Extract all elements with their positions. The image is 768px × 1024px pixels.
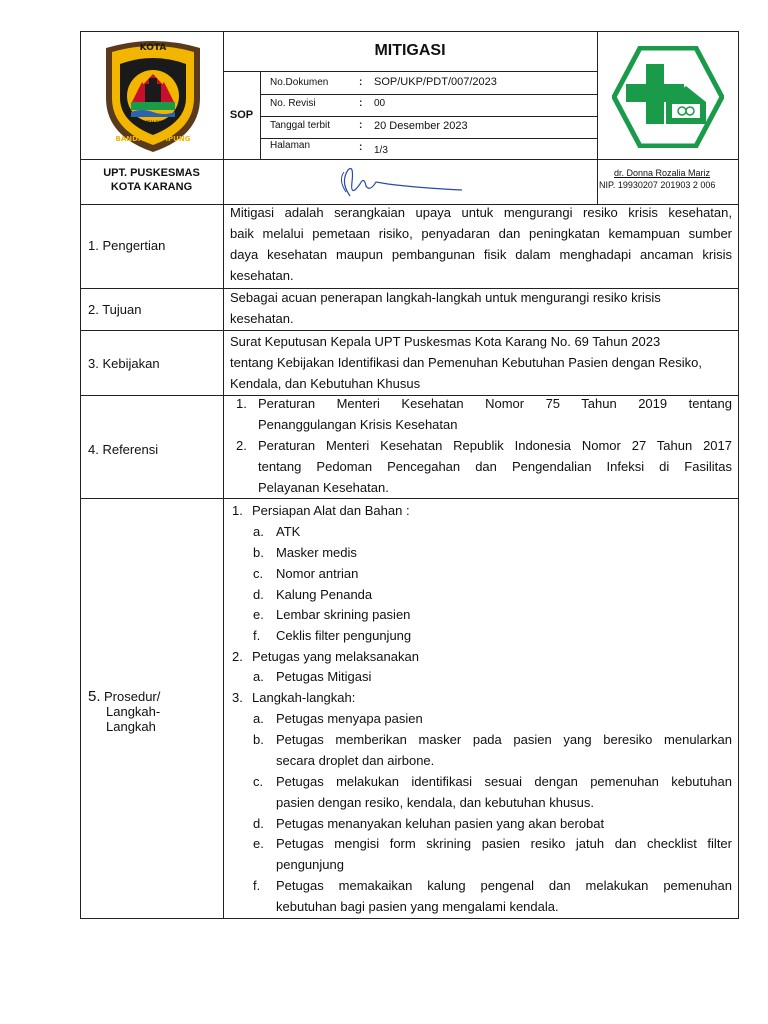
list-title: Persiapan Alat dan Bahan : bbox=[252, 503, 410, 518]
list-item: Petugas memberikan masker pada pasien yang beresiko menularkan bbox=[276, 732, 732, 747]
doc-info-sep: : bbox=[359, 77, 363, 88]
list-item: Petugas menanyakan keluhan pasien yang akan berobat bbox=[276, 816, 605, 831]
list-item: pengunjung bbox=[276, 857, 344, 872]
list-num: 2. bbox=[232, 649, 243, 664]
svg-text:RAGEM GAWI: RAGEM GAWI bbox=[139, 120, 167, 125]
section-label-kebijakan: 3. Kebijakan bbox=[88, 356, 160, 371]
text-line: Kendala, dan Kebutuhan Khusus bbox=[230, 376, 421, 391]
org-name-line1: UPT. PUSKESMAS bbox=[103, 167, 200, 179]
prosedur-num: 5. bbox=[88, 688, 101, 705]
prosedur-label: Langkah- bbox=[106, 704, 161, 719]
section-label-referensi: 4. Referensi bbox=[88, 442, 159, 457]
text-line: Penanggulangan Krisis Kesehatan bbox=[258, 417, 458, 432]
text-line: tentang Kebijakan Identifikasi dan Pemenuhan Kebutuhan Pasien dengan Resiko, bbox=[230, 355, 702, 370]
list-letter: b. bbox=[253, 545, 264, 560]
list-letter: a. bbox=[253, 524, 264, 539]
page-title: MITIGASI bbox=[374, 42, 446, 59]
prosedur-label: Langkah bbox=[106, 719, 156, 734]
list-num: 3. bbox=[232, 690, 243, 705]
list-letter: d. bbox=[253, 587, 264, 602]
list-item: Masker medis bbox=[276, 545, 357, 560]
list-item: Lembar skrining pasien bbox=[276, 607, 411, 622]
text-line: Sebagai acuan penerapan langkah-langkah untuk mengurangi resiko krisis bbox=[230, 290, 661, 305]
list-item: Kalung Penanda bbox=[276, 587, 373, 602]
text-line: Pelayanan Kesehatan. bbox=[258, 480, 389, 495]
doc-info-sep: : bbox=[359, 98, 363, 109]
list-letter: e. bbox=[253, 836, 264, 851]
doc-info-label: No.Dokumen bbox=[270, 77, 329, 88]
text-line: kesehatan. bbox=[230, 311, 294, 326]
list-item: Petugas memakaikan kalung pengenal dan melakukan pemenuhan bbox=[276, 878, 732, 893]
doc-info-label: No. Revisi bbox=[270, 98, 316, 109]
svg-text:BANDAR LAMPUNG: BANDAR LAMPUNG bbox=[115, 135, 191, 143]
sop-label: SOP bbox=[229, 109, 254, 121]
list-letter: f. bbox=[253, 628, 261, 643]
list-item: Petugas melakukan identifikasi sesuai dengan pemenuhan kebutuhan bbox=[276, 774, 732, 789]
issue-date-value: 20 Desember 2023 bbox=[374, 120, 468, 132]
list-item: Nomor antrian bbox=[276, 566, 359, 581]
list-item: secara droplet dan airbone. bbox=[276, 753, 435, 768]
page-count-value: 1/3 bbox=[374, 145, 388, 156]
list-num: 2. bbox=[236, 438, 247, 453]
signer-nip: NIP. 19930207 201903 2 006 bbox=[599, 180, 716, 190]
text-line: Mitigasi adalah serangkaian upaya untuk mengurangi resiko krisis kesehatan, bbox=[230, 205, 732, 220]
list-letter: a. bbox=[253, 711, 264, 726]
text-line: daya kesehatan maupun pembangunan fisik dalam menghadapi ancaman krisis bbox=[230, 247, 732, 262]
revision-value: 00 bbox=[374, 98, 386, 109]
doc-info-sep: : bbox=[359, 120, 363, 131]
list-num: 1. bbox=[232, 503, 243, 518]
list-letter: b. bbox=[253, 732, 264, 747]
doc-info-label: Tanggal terbit bbox=[270, 120, 331, 131]
list-title: Petugas yang melaksanakan bbox=[252, 649, 419, 664]
text-line: Peraturan Menteri Kesehatan Republik Indonesia Nomor 27 Tahun 2017 bbox=[258, 438, 732, 453]
list-letter: a. bbox=[253, 669, 264, 684]
list-letter: d. bbox=[253, 816, 264, 831]
svg-text:KOTA: KOTA bbox=[139, 43, 167, 53]
doc-info-sep: : bbox=[359, 142, 363, 153]
list-item: Ceklis filter pengunjung bbox=[276, 628, 412, 643]
list-num: 1. bbox=[236, 396, 247, 411]
signer-name: dr. Donna Rozalia Mariz bbox=[614, 168, 711, 178]
list-item: Petugas menyapa pasien bbox=[276, 711, 423, 726]
doc-info-label: Halaman bbox=[270, 140, 311, 151]
signature-scribble bbox=[330, 162, 470, 202]
list-item: kebutuhan bagi pasien yang mengalami kendala. bbox=[276, 899, 559, 914]
puskesmas-logo bbox=[612, 46, 724, 148]
text-line: Peraturan Menteri Kesehatan Nomor 75 Tahun 2019 tentang bbox=[258, 396, 732, 411]
list-letter: c. bbox=[253, 566, 264, 581]
text-line: Surat Keputusan Kepala UPT Puskesmas Kota Karang No. 69 Tahun 2023 bbox=[230, 334, 661, 349]
list-title: Langkah-langkah: bbox=[252, 690, 356, 705]
list-item: pasien dengan resiko, kendala, dan kebutuhan khusus. bbox=[276, 795, 595, 810]
text-line: tentang Pedoman Pencegahan dan Pengendalian Infeksi di Fasilitas bbox=[258, 459, 732, 474]
list-letter: f. bbox=[253, 878, 261, 893]
text-line: baik melalui pemetaan risiko, penyadaran dan peningkatan kemampuan sumber bbox=[230, 226, 732, 241]
list-letter: c. bbox=[253, 774, 264, 789]
text-line: kesehatan. bbox=[230, 268, 294, 283]
section-label-pengertian: 1. Pengertian bbox=[88, 238, 166, 253]
section-label-tujuan: 2. Tujuan bbox=[88, 302, 142, 317]
org-name-line2: KOTA KARANG bbox=[110, 181, 193, 193]
city-emblem-logo bbox=[98, 38, 208, 156]
list-item: Petugas Mitigasi bbox=[276, 669, 372, 684]
list-item: Petugas mengisi form skrining pasien resiko jatuh dan checklist filter bbox=[276, 836, 732, 851]
list-item: ATK bbox=[276, 524, 301, 539]
prosedur-label: Prosedur/ bbox=[104, 689, 161, 704]
list-letter: e. bbox=[253, 607, 264, 622]
doc-number-value: SOP/UKP/PDT/007/2023 bbox=[374, 76, 497, 88]
